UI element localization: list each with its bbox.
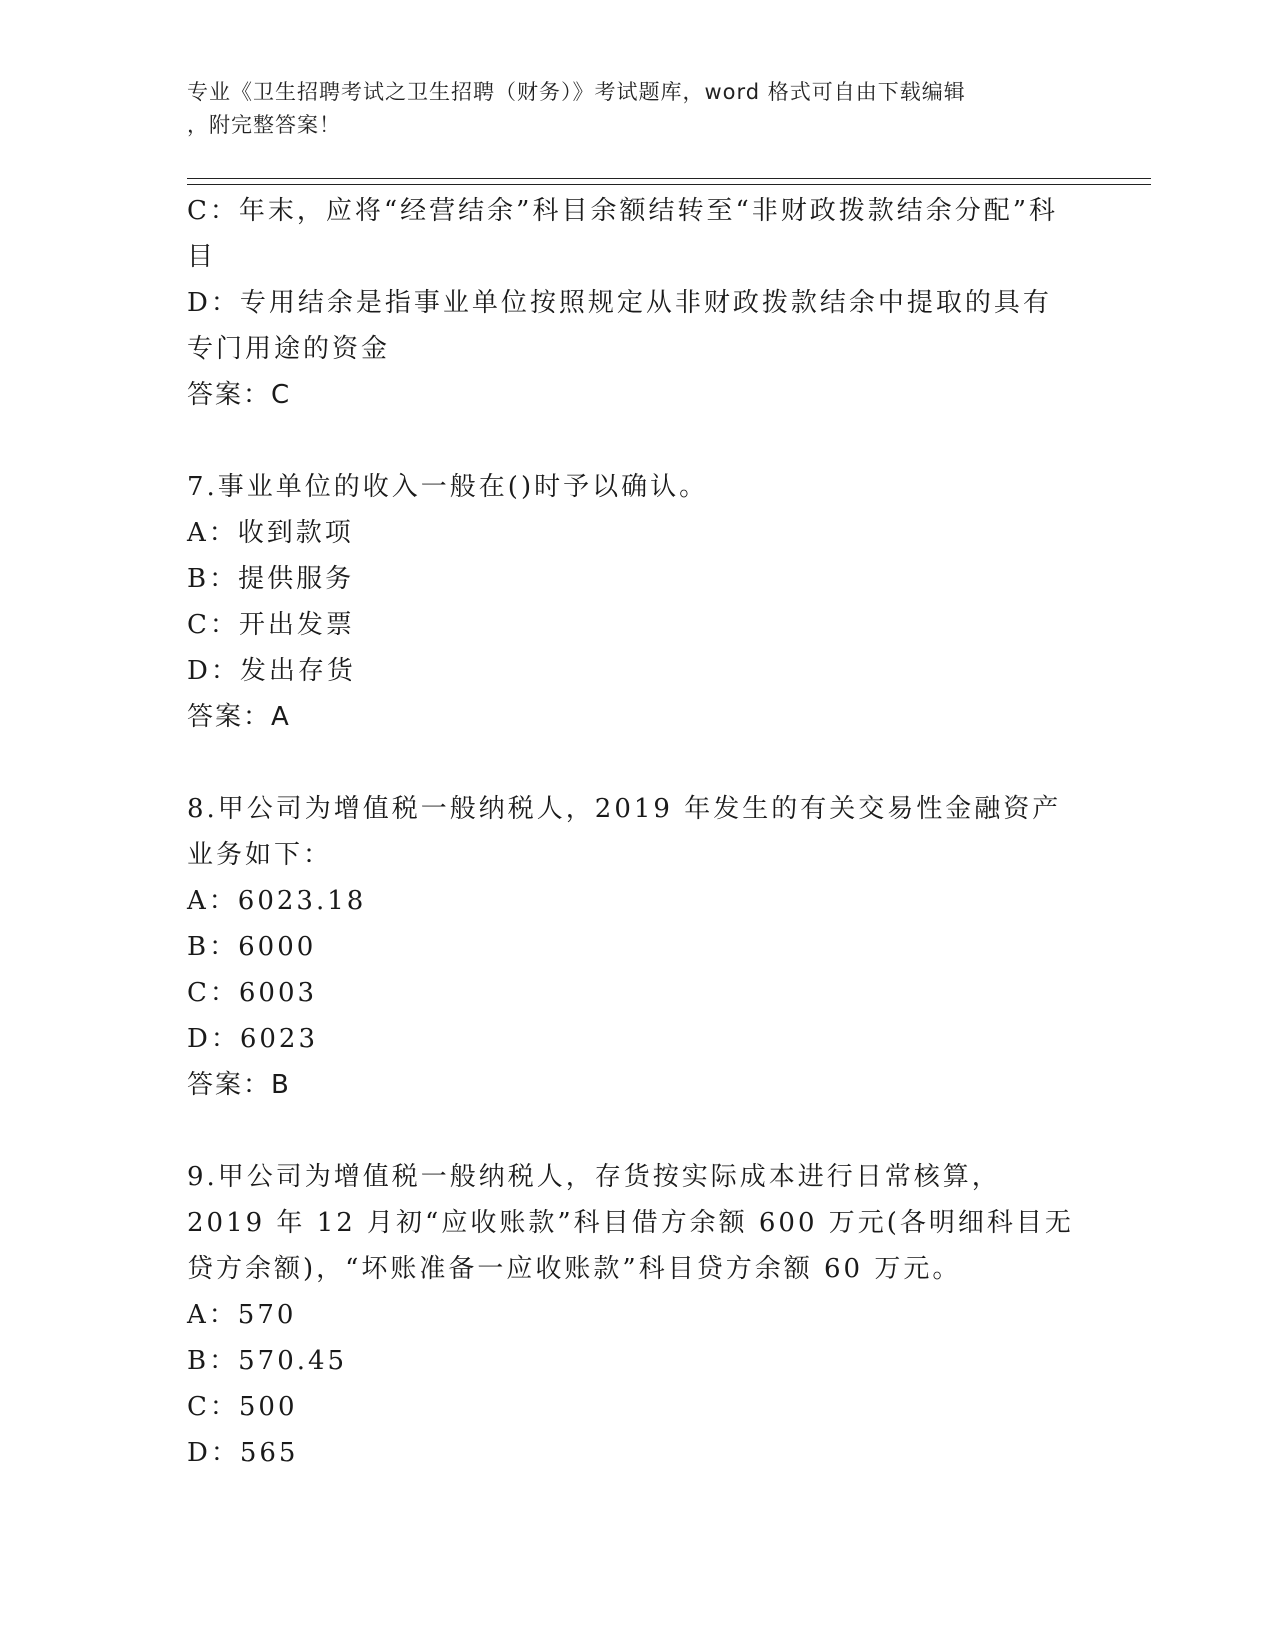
intro-line-2: ，附完整答案！ [187, 113, 341, 137]
q6-answer: 答案：C [187, 380, 292, 410]
q8-option-b: B：6000 [187, 932, 317, 962]
question-9 [187, 1154, 1077, 1476]
q7-answer: 答案：A [187, 702, 291, 732]
q9-option-a: A：570 [187, 1300, 297, 1330]
question-6 [187, 188, 1077, 418]
q7-question: 7.事业单位的收入一般在()时予以确认。 [187, 472, 709, 502]
question-8 [187, 786, 1077, 1108]
q7-option-a: A：收到款项 [187, 518, 354, 548]
spacer [187, 1108, 1077, 1154]
q6-option-c: C：年末，应将“经营结余”科目余额结转至“非财政拨款结余分配”科目 [187, 196, 1059, 272]
q9-option-c: C：500 [187, 1392, 298, 1422]
header-divider-bottom [187, 184, 1151, 185]
header-divider-top [187, 178, 1151, 179]
q7-option-b: B：提供服务 [187, 564, 355, 594]
q9-question: 9.甲公司为增值税一般纳税人，存货按实际成本进行日常核算，2019 年 12 月初“应收账款”科目借方余额 600 万元(各明细科目无贷方余额)，“坏账准备一应收账款”科目贷方余额 60 万元。 [187, 1162, 1074, 1284]
q8-option-d: D：6023 [187, 1024, 319, 1054]
q8-question: 8.甲公司为增值税一般纳税人，2019 年发生的有关交易性金融资产业务如下： [187, 794, 1062, 870]
q7-option-d: D：发出存货 [187, 656, 356, 686]
spacer [187, 740, 1077, 786]
q8-option-a: A：6023.18 [187, 886, 367, 916]
q9-option-d: D：565 [187, 1438, 299, 1468]
q8-answer: 答案：B [187, 1070, 291, 1100]
q7-option-c: C：开出发票 [187, 610, 355, 640]
q9-option-b: B：570.45 [187, 1346, 348, 1376]
q8-option-c: C：6003 [187, 978, 318, 1008]
spacer [187, 418, 1077, 464]
document-intro [187, 76, 1067, 142]
q6-option-d: D：专用结余是指事业单位按照规定从非财政拨款结余中提取的具有专门用途的资金 [187, 288, 1052, 364]
question-list [187, 188, 1077, 1476]
question-7 [187, 464, 1077, 740]
intro-line-1: 专业《卫生招聘考试之卫生招聘（财务）》考试题库，word 格式可自由下载编辑 [187, 80, 966, 104]
